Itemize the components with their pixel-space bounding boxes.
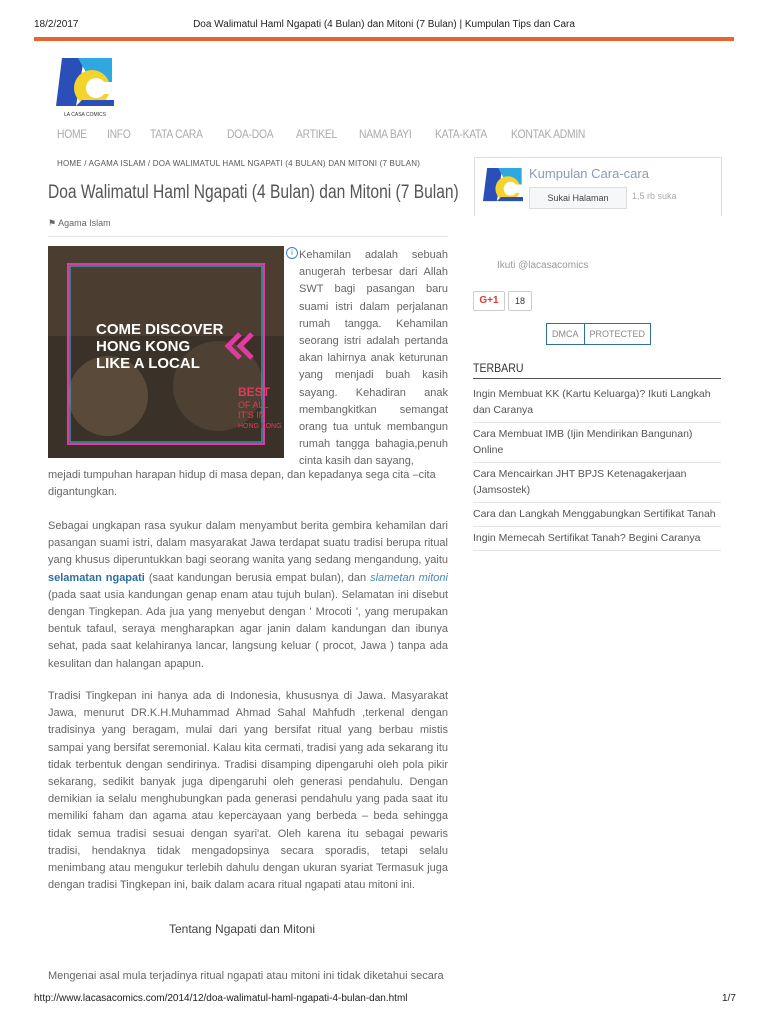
post-title: Doa Walimatul Haml Ngapati (4 Bulan) dan Mitoni (7 Bulan): [48, 182, 459, 203]
site-logo[interactable]: [56, 56, 114, 118]
ad-tag3: IT'S IN: [238, 410, 266, 420]
list-item[interactable]: Cara Mencairkan JHT BPJS Ketenagakerjaan (Jamsostek): [473, 463, 721, 503]
list-item[interactable]: Ingin Membuat KK (Kartu Keluarga)? Ikuti Langkah dan Caranya: [473, 383, 721, 423]
widget-logo[interactable]: [483, 166, 523, 210]
paragraph-2: Tradisi Tingkepan ini hanya ada di Indonesia, khususnya di Jawa. Masyarakat Jawa, menurut DR.K.H.Muhammad Ahmad Sahal Mahfudh ,terkenal dengan tradisinya yang beragam, mulai dari yang bersifat ritual yang berbau mistis sampai yang bersifat seremonial. Kalau kita cermati, tradisi yang ada sekarang itu tidak terbentuk dengan sendirinya. Tradisi disamping dipengaruhi oleh pola pikir sekarang, sedikit banyak juga dipengaruhi oleh generasi pendahulu. Dengan demikian ia selalu menghubungkan pada generasi pendahulu yang pada saat itu memiliki faham dan agama atau kepercayaan yang berbeda – beda sehingga tidak semua tradisi sesuai dengan syari'at. Oleh karena itu sebagai pewaris tradisi, hendaknya tidak mengadopsinya secara sporadis, tetapi selalu menimbang atau mengukur terlebih dahulu dengan ukuran syariat Termasuk juga dengan tradisi Tingkepan ini, baik dalam acara ritual ngapati atau mitoni ini.: [48, 690, 448, 892]
post-category[interactable]: [48, 218, 111, 229]
tag-icon: ⚑: [48, 218, 57, 228]
list-item[interactable]: Cara Membuat IMB (Ijin Mendirikan Bangunan) Online: [473, 423, 721, 463]
nav-artikel[interactable]: ARTIKEL: [295, 127, 337, 141]
print-page-number: 1/7: [722, 993, 736, 1004]
gplus-button[interactable]: G+1: [473, 291, 505, 311]
nav-tata-cara[interactable]: TATA CARA: [149, 127, 203, 141]
terbaru-rule: [473, 378, 721, 379]
nav-doa-doa[interactable]: DOA-DOA: [226, 127, 273, 141]
follow-twitter[interactable]: Ikuti @lacasacomics: [497, 260, 589, 271]
terbaru-heading: TERBARU: [473, 361, 524, 375]
terbaru-list: [473, 383, 721, 551]
ad-tag4: HONG KONG: [238, 423, 282, 430]
nav-info[interactable]: INFO: [107, 127, 131, 141]
paragraph-1: Sebagai ungkapan rasa syukur dalam menyambut berita gembira kehamilan dari pasangan suami istri, dalam masyarakat Jawa terdapat suatu tradisi berupa ritual yang khusus diperuntukkan bagi seorang wanita yang sedang mengandung, yaitu selamatan ngapati (saat kandungan berusia empat bulan), dan slametan mitoni (pada saat usia kandungan genap enam atau tujuh bulan). Selamatan ini disebut dengan Tingkepan. Ada jua yang menyebut dengan ' Mrocoti ', yang merupakan bentuk tafaul, seraya mengharapkan agar janin dalam kandungan dan ibunya sehat, pada saat kelahiranya lancar, langsung keluar ( procot, Jawa ) tanpa ada kesulitan dan halangan apapun.: [48, 520, 448, 670]
print-title: Doa Walimatul Haml Ngapati (4 Bulan) dan Mitoni (7 Bulan) | Kumpulan Tips dan Cara: [193, 19, 575, 30]
header-accent-bar: [34, 37, 734, 41]
list-item[interactable]: Cara dan Langkah Menggabungkan Sertifikat Tanah: [473, 503, 721, 527]
category-label[interactable]: Agama Islam: [58, 218, 111, 228]
breadcrumb[interactable]: HOME / AGAMA ISLAM / DOA WALIMATUL HAML NGAPATI (4 BULAN) DAN MITONI (7 BULAN): [57, 159, 421, 168]
nav-kata-kata[interactable]: KATA-KATA: [435, 127, 488, 141]
ad-line2: HONG KONG: [96, 338, 191, 355]
main-nav: [57, 127, 609, 141]
logo-text: LA CASA COMICS: [64, 112, 106, 118]
print-date: 18/2/2017: [34, 19, 79, 30]
ad-line3: LIKE A LOCAL: [96, 355, 200, 372]
ad-line1: COME DISCOVER: [96, 321, 224, 338]
link-slametan-mitoni[interactable]: slametan mitoni: [370, 571, 448, 584]
paragraph-3: Mengenai asal mula terjadinya ritual ngapati atau mitoni ini tidak diketahui secara: [48, 970, 444, 982]
link-selamatan-ngapati[interactable]: selamatan ngapati: [48, 571, 145, 584]
print-header: [0, 0, 768, 36]
subheading: Tentang Ngapati dan Mitoni: [169, 922, 316, 936]
dmca-label: DMCA: [552, 329, 579, 339]
dmca-badge[interactable]: [546, 323, 651, 345]
ad-banner[interactable]: [48, 246, 284, 458]
divider: [48, 236, 448, 237]
gplus-count: 18: [508, 291, 532, 311]
print-url: http://www.lacasacomics.com/2014/12/doa-walimatul-haml-ngapati-4-bulan-dan.html: [34, 993, 408, 1004]
ad-tag1: BEST: [238, 385, 271, 399]
dmca-protected: PROTECTED: [584, 324, 651, 344]
intro-continued: mejadi tumpuhan harapan hidup di masa depan, dan kepadanya sega cita –cita digantungkan.: [48, 469, 436, 499]
fb-page-name[interactable]: Kumpulan Cara-cara: [529, 166, 649, 181]
nav-nama-bayi[interactable]: NAMA BAYI: [358, 127, 412, 141]
like-page-button[interactable]: Sukai Halaman: [529, 187, 627, 209]
list-item[interactable]: Ingin Memecah Sertifikat Tanah? Begini Caranya: [473, 527, 721, 551]
ad-info-icon[interactable]: i: [286, 247, 298, 259]
facebook-page-widget: [474, 157, 722, 216]
nav-home[interactable]: HOME: [57, 127, 87, 141]
ad-tag2: OF ALL: [238, 400, 269, 410]
nav-kontak-admin[interactable]: KONTAK ADMIN: [511, 127, 586, 141]
intro-text: Kehamilan adalah sebuah anugerah terbesar dari Allah SWT bagi pasangan baru suami istri dalam perjalanan rumah tangga. Kehamilan seorang istri adalah pertanda akan lahirnya anak keturunan yang menjadi buah kasih sayang. Kehadiran anak membangkitkan semangat orang tua untuk membangun rumah tangga bahagia,penuh cinta kasih dan sayang,: [299, 249, 448, 468]
like-count: 1,5 rb suka: [632, 191, 677, 201]
